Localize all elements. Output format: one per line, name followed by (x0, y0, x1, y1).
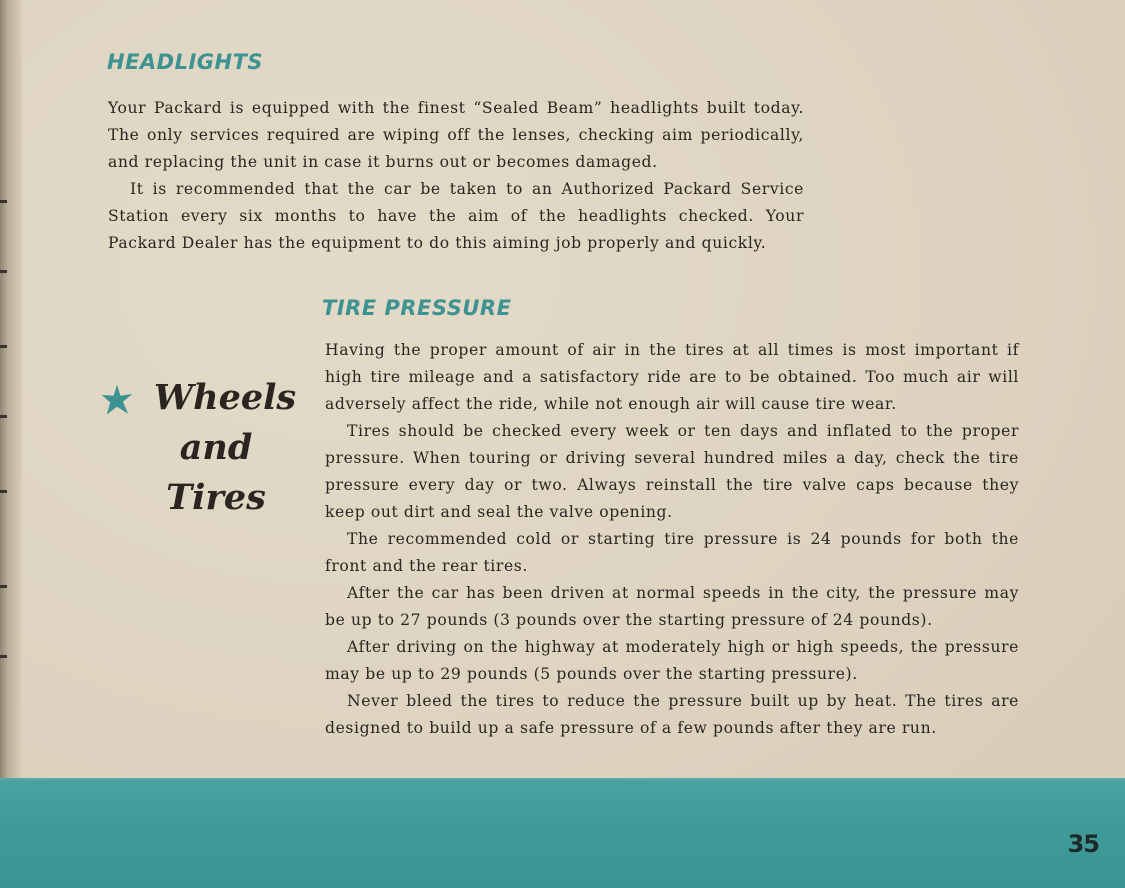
section-title (140, 373, 310, 523)
text-line: After the car has been driven at normal speeds in the city, the pressure may (347, 584, 1019, 602)
star-icon (100, 383, 134, 417)
text-line: adversely affect the ride, while not enough air will cause tire wear. (325, 395, 897, 413)
text-line: keep out dirt and seal the valve opening. (325, 503, 673, 521)
spine-mark (0, 585, 7, 588)
text-line: and replacing the unit in case it burns out or becomes damaged. (108, 153, 658, 171)
text-line: designed to build up a safe pressure of a few pounds after they are run. (325, 719, 937, 737)
text-line: Station every six months to have the aim of the headlights checked. Your (108, 207, 804, 225)
text-line: pressure every day or two. Always reinstall the tire valve caps because they (325, 476, 1019, 494)
text-line: Never bleed the tires to reduce the pressure built up by heat. The tires are (347, 692, 1019, 710)
spine-mark (0, 345, 7, 348)
footer-band (0, 780, 1125, 888)
section-title-line: Tires (166, 477, 266, 518)
text-line: may be up to 29 pounds (5 pounds over the starting pressure). (325, 665, 858, 683)
text-line: Tires should be checked every week or ten days and inflated to the proper (347, 422, 1019, 440)
text-line: It is recommended that the car be taken to an Authorized Packard Service (130, 180, 804, 198)
text-line: be up to 27 pounds (3 pounds over the starting pressure of 24 pounds). (325, 611, 933, 629)
text-line: front and the rear tires. (325, 557, 528, 575)
text-line: Your Packard is equipped with the finest “Sealed Beam” headlights built today. (108, 99, 804, 117)
text-line: high tire mileage and a satisfactory ride are to be obtained. Too much air will (325, 368, 1019, 386)
tire-pressure-heading: TIRE PRESSURE (322, 296, 512, 320)
spine-mark (0, 655, 7, 658)
text-line: The recommended cold or starting tire pressure is 24 pounds for both the (347, 530, 1019, 548)
tire-pressure-text (325, 337, 1019, 742)
text-line: pressure. When touring or driving several hundred miles a day, check the tire (325, 449, 1019, 467)
section-title-line: Wheels (153, 377, 297, 418)
section-title-line: and (179, 427, 253, 468)
text-line: Having the proper amount of air in the tires at all times is most important if (325, 341, 1019, 359)
text-line: Packard Dealer has the equipment to do this aiming job properly and quickly. (108, 234, 767, 252)
spine-mark (0, 415, 7, 418)
book-spine-shadow (0, 0, 22, 888)
headlights-heading: HEADLIGHTS (107, 50, 264, 74)
page-number: 35 (1067, 830, 1099, 858)
headlights-text (108, 95, 804, 257)
spine-mark (0, 490, 7, 493)
spine-mark (0, 200, 7, 203)
text-line: After driving on the highway at moderately high or high speeds, the pressure (347, 638, 1019, 656)
text-line: The only services required are wiping off the lenses, checking aim periodically, (108, 126, 804, 144)
spine-mark (0, 270, 7, 273)
